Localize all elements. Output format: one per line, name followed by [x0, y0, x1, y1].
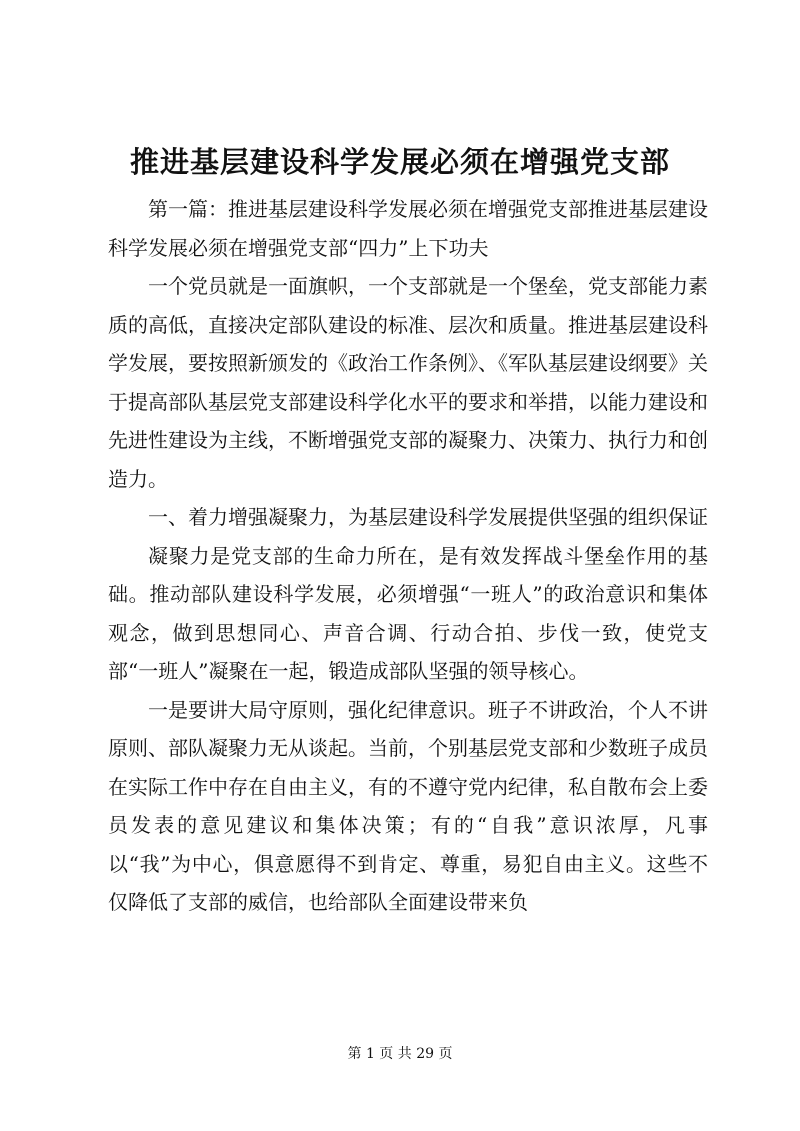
document-title: 推进基层建设科学发展必须在增强党支部: [129, 145, 670, 179]
paragraph-section-one-heading: 一、着力增强凝聚力，为基层建设科学发展提供坚强的组织保证: [148, 505, 708, 529]
paragraph-cohesion: 凝聚力是党支部的生命力所在，是有效发挥战斗堡垒作用的基础。推动部队建设科学发展，必须增强“一班人”的政治意识和集体观念，做到思想同心、声音合调、行动合拍、步伐一致，使党支部“一班人”凝聚在一起，锻造成部队坚强的领导核心。: [108, 543, 708, 683]
document-body: [108, 190, 708, 922]
paragraph-heading-first-article: 第一篇：推进基层建设科学发展必须在增强党支部推进基层建设科学发展必须在增强党支部“四力”上下功夫: [108, 197, 708, 260]
paragraph-intro: 一个党员就是一面旗帜，一个支部就是一个堡垒，党支部能力素质的高低，直接决定部队建设的标准、层次和质量。推进基层建设科学发展，要按照新颁发的《政治工作条例》、《军队基层建设纲要》关于提高部队基层党支部建设科学化水平的要求和举措，以能力建设和先进性建设为主线，不断增强党支部的凝聚力、决策力、执行力和创造力。: [108, 274, 708, 491]
paragraph-point-one: 一是要讲大局守原则，强化纪律意识。班子不讲政治，个人不讲原则、部队凝聚力无从谈起。当前，个别基层党支部和少数班子成员在实际工作中存在自由主义，有的不遵守党内纪律，私自散布会上委员发表的意见建议和集体决策；有的“自我”意识浓厚，凡事以“我”为中心，俱意愿得不到肯定、尊重，易犯自由主义。这些不仅降低了支部的威信，也给部队全面建设带来负: [108, 697, 708, 914]
page-footer: 第 1 页 共 29 页: [347, 1046, 453, 1062]
